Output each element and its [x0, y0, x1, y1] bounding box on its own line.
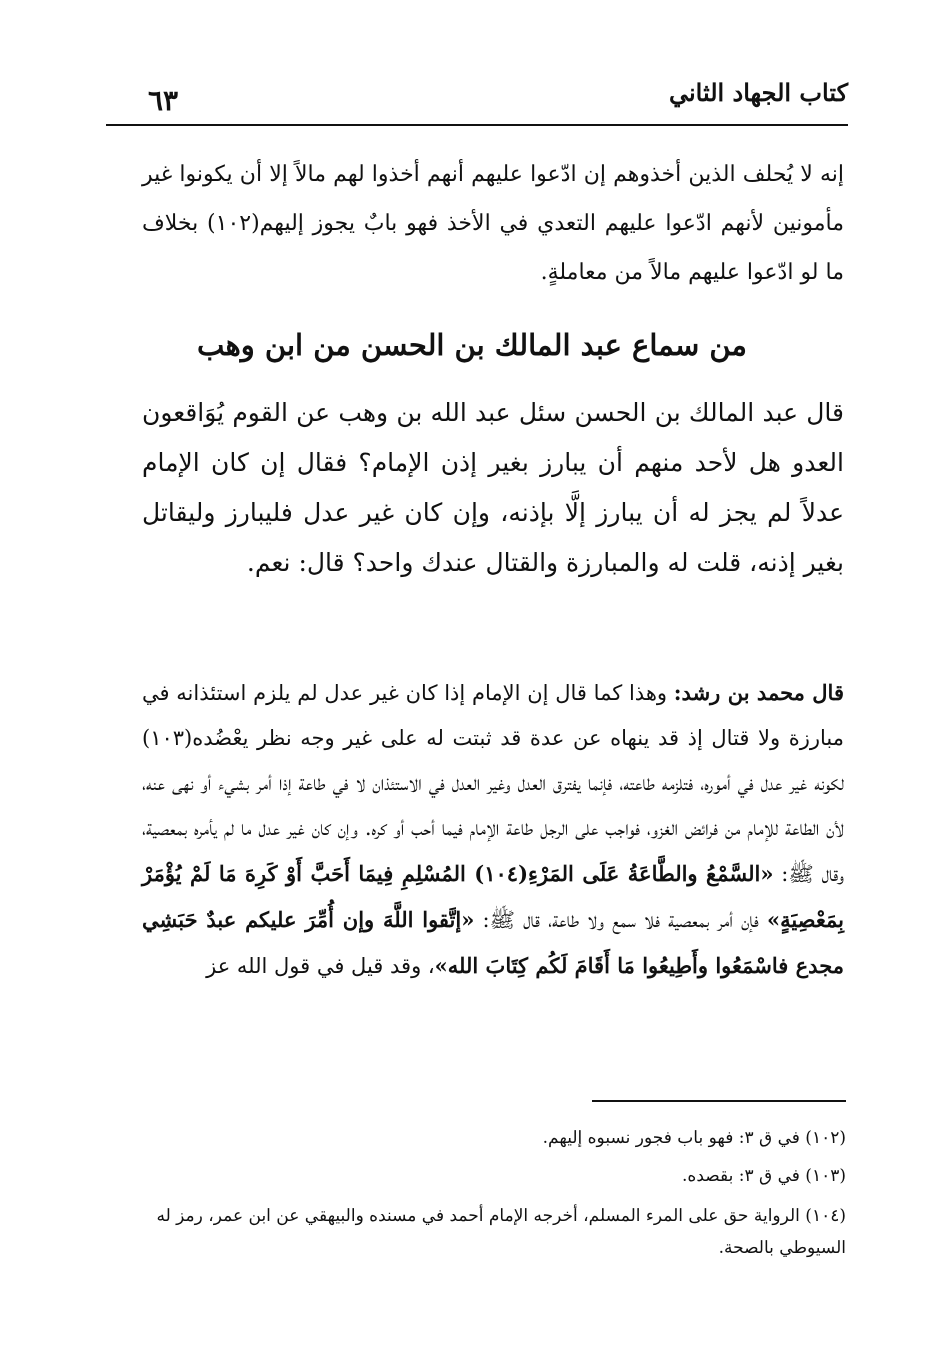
hadith-quote: «إتَّقوا اللَّهَ وإن أُمِّرَ عليكم عبدٌ حَبَشِي مجدع فاسْمَعُوا وأَطِيعُوا مَا أَقَامَ لَكُم كِتَابَ الله» — [142, 907, 844, 978]
header-rule — [106, 124, 848, 126]
paragraph-question: قال عبد المالك بن الحسن سئل عبد الله بن وهب عن القوم يُوَاقعون العدو هل لأحد منهم أن يبارز بغير إذن الإمام؟ فقال إن كان الإمام عدلاً لم يجز له أن يبارز إلَّا بإذنه، وإن كان غير عدل فليبارز وليقاتل بغير إذنه، قلت له والمبارزة والقتال عندك واحد؟ قال: نعم. — [142, 398, 844, 577]
hadith-quote: «السَّمْعُ والطَّاعَةُ عَلَى المَرْءِ(١٠٤) المُسْلِمِ فِيمَا أَحَبَّ أَوْ كَرِهَ مَا لَمْ يُؤْمَرْ بِمَعْصِيَةٍ» — [142, 861, 844, 932]
footnote: (١٠٢) في ق ٣: فهو باب فجور نسبوه إليهم. — [542, 1128, 846, 1148]
paragraph-continuation: إنه لا يُحلف الذين أخذوهم إن ادّعوا عليهم أنهم أخذوا لهم مالاً إلا أن يكونوا غير مأمونين لأنهم ادّعوا عليهم التعدي في الأخذ فهو بابٌ يجوز إليهم(١٠٢) بخلاف ما لو ادّعوا عليهم مالاً من معاملةٍ. — [142, 162, 844, 285]
commentary-lead: قال محمد بن رشد: — [673, 680, 844, 705]
commentary-text: فإن أمر بمعصية فلا سمع ولا طاعة، قال ﷺ: — [474, 908, 767, 932]
footnote-rule — [592, 1100, 846, 1102]
commentary-text: وهذا كما قال إن الإمام إذا كان غير عدل لم يلزم استئذانه في مبارزة ولا قتال إذ قد ينهاه عن عدة قد ثبتت له على غير وجه نظر يعْضُده(١٠٣) لكونه غير عدل في أموره، فتلزمه طاعته، فإنما يفترق العدل وغير العدل في الاستئذان لا في طاعة إذا أمر بشيء أو نهى عنه، لأن الطاعة للإمام من فرائض الغزو، فواجب على الرجل طاعة الإمام فيما أحب أو كره. وإن كان غير عدل ما لم يأمره بمعصية، وقال ﷺ: — [142, 681, 844, 886]
paragraph-commentary — [142, 670, 844, 989]
footnote: (١٠٤) الرواية حق على المرء المسلم، أخرجه الإمام أحمد في مسنده والبيهقي عن ابن عمر، رمز له السيوطي بالصحة. — [156, 1206, 846, 1258]
footnote: (١٠٣) في ق ٣: بقصده. — [682, 1166, 846, 1186]
section-heading: من سماع عبد المالك بن الحسن من ابن وهب — [197, 328, 747, 362]
page-number: ٦٣ — [148, 84, 179, 117]
commentary-text: ، وقد قيل في قول الله عز — [206, 954, 435, 978]
running-header-title: كتاب الجهاد الثاني — [668, 78, 848, 107]
